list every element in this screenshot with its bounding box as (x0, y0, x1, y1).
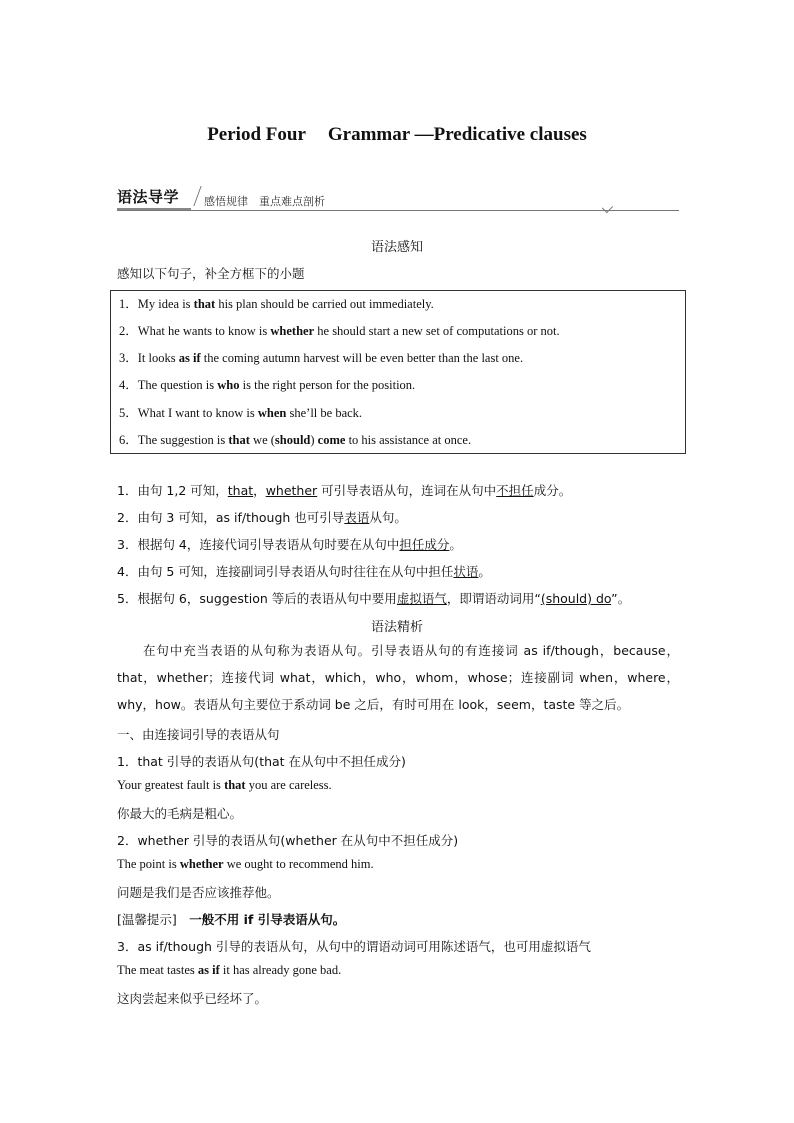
item-1-example-en: Your greatest fault is that you are careless. (117, 778, 332, 792)
example-6: 6．The suggestion is that we (should) come to his assistance at once. (119, 433, 472, 447)
heading-analysis: 语法精析 (370, 620, 423, 635)
banner-rule (117, 210, 679, 211)
item-3-example-en: The meat tastes as if it has already gone bad. (117, 963, 342, 977)
analysis-paragraph: 在句中充当表语的从句称为表语从句。引导表语从句的有连接词 as if/though，because，that，whether；连接代词 what，which，who，whom，whose；连接副词 when，where，why，how。表语从句主要位于系动词 be 之后，有时可用在 look，seem，taste 等之后。 (117, 643, 679, 712)
example-5: 5．What I want to know is when she’ll be back. (119, 406, 363, 420)
example-1: 1．My idea is that his plan should be carried out immediately. (119, 297, 434, 311)
banner-divider (193, 186, 201, 206)
item-3-example-cn: 这肉尝起来似乎已经坏了。 (117, 991, 268, 1006)
item-3-heading: 3．as if/though 引导的表语从句，从句中的谓语动词可用陈述语气，也可用虚拟语气 (117, 939, 591, 954)
page-title (0, 124, 794, 146)
conclusion-5: 5．根据句 6，suggestion 等后的表语从句中要用虚拟语气，即谓语动词用“(should) do”。 (117, 591, 631, 606)
banner-subtitle: 感悟规律 重点难点剖析 (204, 195, 325, 208)
conclusion-4: 4．由句 5 可知，连接副词引导表语从句时往往在从句中担任状语。 (117, 564, 491, 579)
tip (117, 910, 345, 928)
conclusion-2: 2．由句 3 可知，as if/though 也可引导表语从句。 (117, 510, 407, 525)
conclusion-1: 1．由句 1,2 可知，that，whether 可引导表语从句，连词在从句中不担任成分。 (117, 483, 572, 498)
tip-text: 一般不用 if 引导表语从句。 (189, 912, 346, 927)
item-2-example-en: The point is whether we ought to recommend him. (117, 857, 374, 871)
item-2-example-cn: 问题是我们是否应该推荐他。 (117, 885, 280, 900)
example-3: 3．It looks as if the coming autumn harvest will be even better than the last one. (119, 351, 524, 365)
subheading-conjunctions: 一、由连接词引导的表语从句 (117, 727, 280, 742)
example-2: 2．What he wants to know is whether he should start a new set of computations or not. (119, 324, 560, 338)
tip-label: [温馨提示] (117, 912, 190, 927)
banner-tag: 语法导学 (117, 188, 180, 206)
heading-perception: 语法感知 (370, 240, 423, 255)
example-sentences-box (110, 290, 686, 454)
perception-intro: 感知以下句子，补全方框下的小题 (117, 266, 305, 281)
banner-notch-icon (602, 202, 613, 213)
conclusion-3: 3．根据句 4，连接代词引导表语从句时要在从句中担任成分。 (117, 537, 462, 552)
item-1-heading: 1．that 引导的表语从句(that 在从句中不担任成分) (117, 754, 406, 769)
title-topic: Grammar —Predicative clauses (327, 124, 587, 145)
item-1-example-cn: 你最大的毛病是粗心。 (117, 806, 243, 821)
item-2-heading: 2．whether 引导的表语从句(whether 在从句中不担任成分) (117, 833, 459, 848)
example-4: 4．The question is who is the right person for the position. (119, 378, 416, 392)
title-period: Period Four (207, 124, 306, 145)
section-banner (117, 186, 679, 214)
